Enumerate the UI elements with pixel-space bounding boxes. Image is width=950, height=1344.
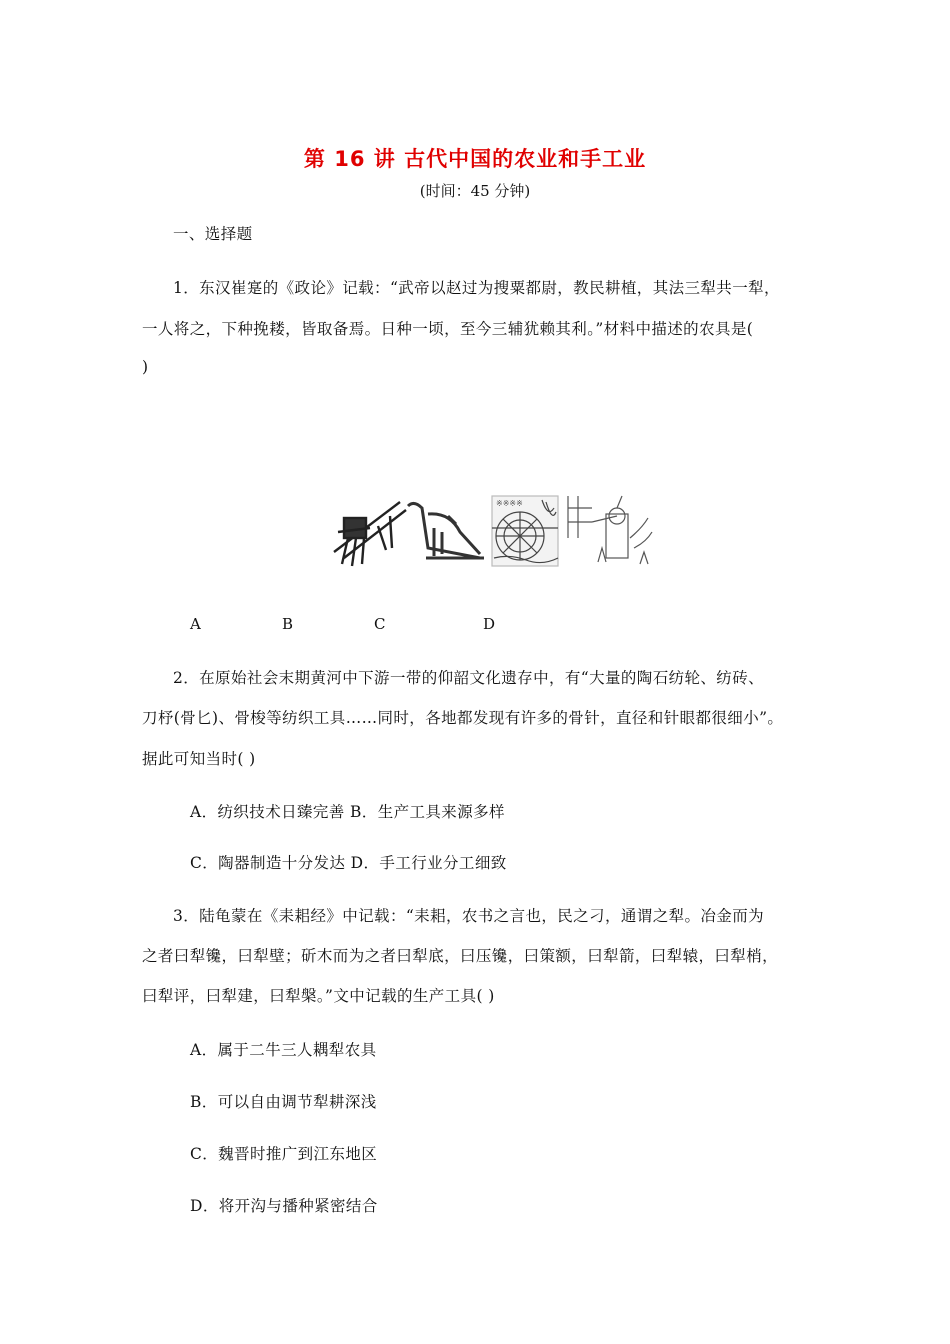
q2-options-ab: A．纺织技术日臻完善 B．生产工具来源多样 (190, 803, 505, 821)
figure-label-d: D (483, 615, 496, 633)
q2-line-3: 据此可知当时( ) (142, 750, 256, 768)
q3-line-1: 3．陆龟蒙在《耒耜经》中记载：“耒耜，农书之言也，民之刁，通谓之犁。冶金而为 (173, 907, 764, 925)
q3-option-b: B．可以自由调节犁耕深浅 (190, 1093, 377, 1111)
figure-c-water-wheel (492, 496, 558, 566)
figure-a-seed-drill (334, 502, 406, 566)
time-limit: (时间：45 分钟) (419, 182, 531, 200)
page-title: 第 16 讲 古代中国的农业和手工业 (303, 147, 647, 171)
q3-option-a: A．属于二牛三人耦犁农具 (190, 1041, 377, 1059)
figure-label-c: C (374, 615, 386, 633)
figure-b-curved-plough (408, 503, 484, 558)
q1-line-1: 1．东汉崔寔的《政论》记载：“武帝以赵过为搜粟都尉，教民耕植，其法三犁共一犁， (173, 279, 780, 297)
figure-d-irrigation-device (568, 496, 652, 564)
q2-line-2: 刀杼(骨匕)、骨梭等纺织工具……同时，各地都发现有许多的骨针，直径和针眼都很细小”。 (142, 709, 784, 727)
figure-label-a: A (190, 615, 201, 633)
q3-line-2: 之者曰犁镵，曰犁壁；斫木而为之者曰犁底，曰压镵，曰策额，曰犁箭，曰犁辕，曰犁梢， (142, 947, 779, 965)
q3-option-c: C．魏晋时推广到江东地区 (190, 1145, 378, 1163)
section-heading: 一、选择题 (173, 225, 253, 243)
q3-option-d: D．将开沟与播种紧密结合 (190, 1197, 378, 1215)
q1-tool-figures (330, 488, 660, 570)
q3-line-3: 曰犁评，曰犁建，曰犁槃。”文中记载的生产工具( ) (142, 987, 495, 1005)
q1-line-2: 一人将之，下种挽耧，皆取备焉。日种一顷，至今三辅犹赖其利。”材料中描述的农具是( (142, 320, 754, 338)
figure-label-b: B (282, 615, 294, 633)
svg-text:※※※※: ※※※※ (496, 499, 523, 508)
q1-line-3: ) (142, 358, 149, 376)
q2-line-1: 2．在原始社会末期黄河中下游一带的仰韶文化遗存中，有“大量的陶石纺轮、纺砖、 (173, 669, 764, 687)
q2-options-cd: C．陶器制造十分发达 D．手工行业分工细致 (190, 854, 507, 872)
